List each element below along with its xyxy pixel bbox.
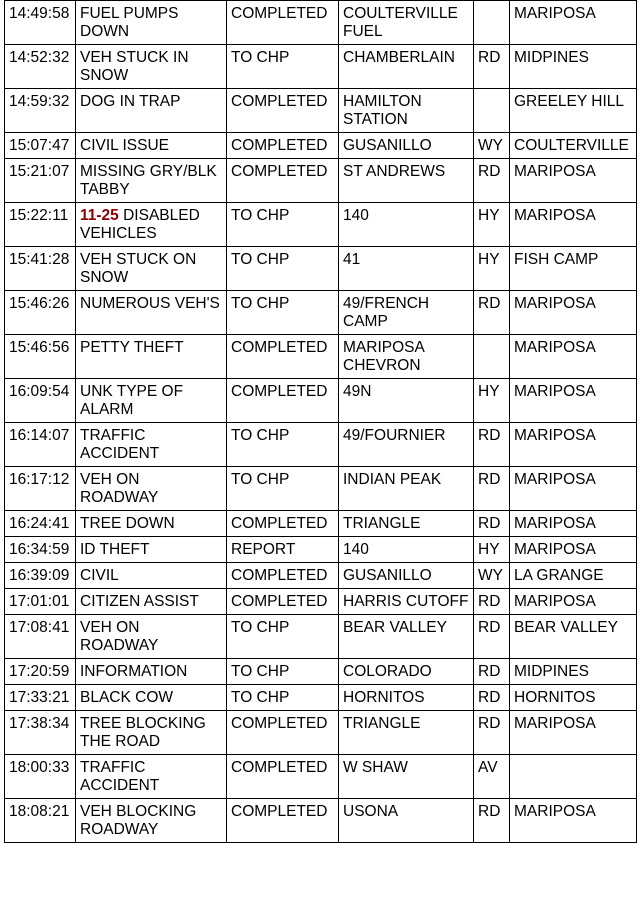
status-text: TO CHP bbox=[231, 619, 290, 636]
time-text: 17:33:21 bbox=[9, 689, 70, 706]
street-suffix-cell bbox=[474, 133, 510, 159]
description-cell bbox=[76, 467, 227, 511]
table-row bbox=[5, 615, 637, 659]
status-text: COMPLETED bbox=[231, 515, 328, 532]
time-cell bbox=[5, 467, 76, 511]
street-cell bbox=[339, 291, 474, 335]
street-suffix-cell bbox=[474, 563, 510, 589]
time-cell bbox=[5, 1, 76, 45]
status-cell bbox=[227, 379, 339, 423]
table-row bbox=[5, 133, 637, 159]
time-text: 17:38:34 bbox=[9, 715, 70, 732]
street-text: BEAR VALLEY bbox=[343, 619, 447, 636]
time-cell bbox=[5, 711, 76, 755]
time-cell bbox=[5, 799, 76, 843]
city-cell bbox=[510, 711, 637, 755]
time-text: 16:24:41 bbox=[9, 515, 70, 532]
status-cell bbox=[227, 203, 339, 247]
description-text: MISSING GRY/BLK TABBY bbox=[80, 163, 217, 198]
time-cell bbox=[5, 291, 76, 335]
status-cell bbox=[227, 247, 339, 291]
status-text: TO CHP bbox=[231, 689, 290, 706]
status-cell bbox=[227, 755, 339, 799]
street-suffix-cell bbox=[474, 247, 510, 291]
time-cell bbox=[5, 511, 76, 537]
city-text: BEAR VALLEY bbox=[514, 619, 618, 636]
city-text: MARIPOSA bbox=[514, 715, 596, 732]
status-cell bbox=[227, 467, 339, 511]
city-cell bbox=[510, 659, 637, 685]
status-text: COMPLETED bbox=[231, 567, 328, 584]
street-suffix-cell bbox=[474, 615, 510, 659]
street-suffix-cell bbox=[474, 537, 510, 563]
city-cell bbox=[510, 1, 637, 45]
status-cell bbox=[227, 685, 339, 711]
city-cell bbox=[510, 615, 637, 659]
description-text: INFORMATION bbox=[80, 663, 188, 680]
street-suffix-text: HY bbox=[478, 207, 500, 224]
street-suffix-cell bbox=[474, 511, 510, 537]
street-text: TRIANGLE bbox=[343, 715, 421, 732]
time-cell bbox=[5, 615, 76, 659]
description-text: TRAFFIC ACCIDENT bbox=[80, 759, 160, 794]
table-row bbox=[5, 423, 637, 467]
time-cell bbox=[5, 423, 76, 467]
status-cell bbox=[227, 537, 339, 563]
street-text: 49/FRENCH CAMP bbox=[343, 295, 430, 330]
street-cell bbox=[339, 615, 474, 659]
table-row bbox=[5, 379, 637, 423]
city-text: FISH CAMP bbox=[514, 251, 599, 268]
description-cell bbox=[76, 203, 227, 247]
description-text: VEH STUCK IN SNOW bbox=[80, 49, 189, 84]
street-suffix-cell bbox=[474, 379, 510, 423]
time-cell bbox=[5, 159, 76, 203]
table-row bbox=[5, 159, 637, 203]
status-text: COMPLETED bbox=[231, 593, 328, 610]
status-cell bbox=[227, 563, 339, 589]
time-cell bbox=[5, 379, 76, 423]
street-suffix-cell bbox=[474, 89, 510, 133]
description-cell bbox=[76, 247, 227, 291]
time-text: 14:52:32 bbox=[9, 49, 70, 66]
street-suffix-text: WY bbox=[478, 137, 503, 154]
street-text: COLORADO bbox=[343, 663, 432, 680]
description-text: PETTY THEFT bbox=[80, 339, 184, 356]
time-text: 16:34:59 bbox=[9, 541, 70, 558]
status-cell bbox=[227, 291, 339, 335]
dispatch-log-table bbox=[4, 0, 637, 843]
dispatch-log-body bbox=[5, 1, 637, 843]
time-cell bbox=[5, 203, 76, 247]
city-text: MARIPOSA bbox=[514, 383, 596, 400]
street-suffix-text: AV bbox=[478, 759, 498, 776]
status-cell bbox=[227, 711, 339, 755]
city-cell bbox=[510, 133, 637, 159]
time-text: 14:49:58 bbox=[9, 5, 70, 22]
street-suffix-cell bbox=[474, 203, 510, 247]
status-text: COMPLETED bbox=[231, 5, 328, 22]
street-text: TRIANGLE bbox=[343, 515, 421, 532]
description-text: CIVIL bbox=[80, 567, 119, 584]
street-suffix-text: RD bbox=[478, 689, 501, 706]
time-text: 15:07:47 bbox=[9, 137, 70, 154]
street-cell bbox=[339, 511, 474, 537]
city-text: MARIPOSA bbox=[514, 541, 596, 558]
time-cell bbox=[5, 45, 76, 89]
city-cell bbox=[510, 537, 637, 563]
street-text: 140 bbox=[343, 541, 369, 558]
status-cell bbox=[227, 659, 339, 685]
street-cell bbox=[339, 711, 474, 755]
city-text: MIDPINES bbox=[514, 663, 589, 680]
description-cell bbox=[76, 659, 227, 685]
street-text: W SHAW bbox=[343, 759, 408, 776]
street-suffix-text: RD bbox=[478, 49, 501, 66]
description-cell bbox=[76, 755, 227, 799]
time-text: 18:08:21 bbox=[9, 803, 70, 820]
street-cell bbox=[339, 133, 474, 159]
city-cell bbox=[510, 45, 637, 89]
table-row bbox=[5, 685, 637, 711]
time-cell bbox=[5, 685, 76, 711]
description-cell bbox=[76, 1, 227, 45]
time-cell bbox=[5, 589, 76, 615]
status-cell bbox=[227, 615, 339, 659]
time-text: 15:21:07 bbox=[9, 163, 70, 180]
street-text: 49/FOURNIER bbox=[343, 427, 446, 444]
status-text: TO CHP bbox=[231, 207, 290, 224]
status-text: COMPLETED bbox=[231, 163, 328, 180]
table-row bbox=[5, 563, 637, 589]
street-text: USONA bbox=[343, 803, 399, 820]
time-text: 15:22:11 bbox=[9, 207, 69, 224]
street-suffix-cell bbox=[474, 659, 510, 685]
street-suffix-cell bbox=[474, 159, 510, 203]
city-text: MARIPOSA bbox=[514, 295, 596, 312]
table-row bbox=[5, 335, 637, 379]
description-cell bbox=[76, 133, 227, 159]
city-cell bbox=[510, 799, 637, 843]
status-text: TO CHP bbox=[231, 49, 290, 66]
description-cell bbox=[76, 615, 227, 659]
description-text: CITIZEN ASSIST bbox=[80, 593, 199, 610]
status-cell bbox=[227, 511, 339, 537]
time-cell bbox=[5, 755, 76, 799]
description-text: VEH STUCK ON SNOW bbox=[80, 251, 197, 286]
time-text: 17:08:41 bbox=[9, 619, 70, 636]
street-text: GUSANILLO bbox=[343, 137, 432, 154]
city-text: MARIPOSA bbox=[514, 339, 596, 356]
street-cell bbox=[339, 467, 474, 511]
city-text: MARIPOSA bbox=[514, 593, 596, 610]
status-text: TO CHP bbox=[231, 663, 290, 680]
table-row bbox=[5, 291, 637, 335]
street-suffix-cell bbox=[474, 291, 510, 335]
city-text: MARIPOSA bbox=[514, 207, 596, 224]
description-text: DOG IN TRAP bbox=[80, 93, 181, 110]
street-cell bbox=[339, 89, 474, 133]
time-text: 17:01:01 bbox=[9, 593, 70, 610]
table-row bbox=[5, 589, 637, 615]
street-text: 49N bbox=[343, 383, 372, 400]
street-suffix-cell bbox=[474, 799, 510, 843]
description-cell bbox=[76, 291, 227, 335]
description-cell bbox=[76, 589, 227, 615]
description-text: NUMEROUS VEH'S bbox=[80, 295, 220, 312]
description-cell bbox=[76, 799, 227, 843]
street-cell bbox=[339, 755, 474, 799]
time-cell bbox=[5, 335, 76, 379]
description-cell bbox=[76, 537, 227, 563]
description-cell bbox=[76, 711, 227, 755]
description-text: VEH ON ROADWAY bbox=[80, 619, 159, 654]
street-suffix-cell bbox=[474, 755, 510, 799]
street-text: HARRIS CUTOFF bbox=[343, 593, 469, 610]
city-text: MIDPINES bbox=[514, 49, 589, 66]
incident-code: 11-25 bbox=[80, 207, 119, 224]
city-cell bbox=[510, 423, 637, 467]
street-suffix-text: RD bbox=[478, 803, 501, 820]
description-text: TREE DOWN bbox=[80, 515, 175, 532]
table-row bbox=[5, 1, 637, 45]
description-cell bbox=[76, 379, 227, 423]
city-cell bbox=[510, 335, 637, 379]
street-suffix-text: HY bbox=[478, 251, 500, 268]
status-cell bbox=[227, 799, 339, 843]
status-text: TO CHP bbox=[231, 427, 290, 444]
table-row bbox=[5, 799, 637, 843]
city-cell bbox=[510, 755, 637, 799]
time-text: 14:59:32 bbox=[9, 93, 70, 110]
status-text: COMPLETED bbox=[231, 759, 328, 776]
status-text: TO CHP bbox=[231, 251, 290, 268]
description-cell bbox=[76, 89, 227, 133]
description-text: UNK TYPE OF ALARM bbox=[80, 383, 184, 418]
time-text: 16:17:12 bbox=[9, 471, 70, 488]
city-text: MARIPOSA bbox=[514, 5, 596, 22]
city-text: MARIPOSA bbox=[514, 803, 596, 820]
street-cell bbox=[339, 537, 474, 563]
table-row bbox=[5, 203, 637, 247]
city-cell bbox=[510, 467, 637, 511]
time-text: 16:09:54 bbox=[9, 383, 70, 400]
status-cell bbox=[227, 335, 339, 379]
description-text: CIVIL ISSUE bbox=[80, 137, 170, 154]
table-row bbox=[5, 89, 637, 133]
street-cell bbox=[339, 659, 474, 685]
city-text: MARIPOSA bbox=[514, 427, 596, 444]
city-cell bbox=[510, 563, 637, 589]
street-text: HORNITOS bbox=[343, 689, 425, 706]
table-row bbox=[5, 659, 637, 685]
description-text: VEH ON ROADWAY bbox=[80, 471, 159, 506]
table-row bbox=[5, 467, 637, 511]
street-cell bbox=[339, 589, 474, 615]
city-cell bbox=[510, 159, 637, 203]
table-row bbox=[5, 247, 637, 291]
status-text: COMPLETED bbox=[231, 715, 328, 732]
status-text: REPORT bbox=[231, 541, 296, 558]
street-text: 41 bbox=[343, 251, 361, 268]
city-cell bbox=[510, 291, 637, 335]
status-cell bbox=[227, 89, 339, 133]
street-cell bbox=[339, 45, 474, 89]
street-cell bbox=[339, 685, 474, 711]
city-cell bbox=[510, 89, 637, 133]
street-cell bbox=[339, 799, 474, 843]
description-cell bbox=[76, 159, 227, 203]
description-cell bbox=[76, 563, 227, 589]
street-suffix-cell bbox=[474, 1, 510, 45]
time-text: 15:46:56 bbox=[9, 339, 70, 356]
description-text: VEH BLOCKING ROADWAY bbox=[80, 803, 197, 838]
city-text: HORNITOS bbox=[514, 689, 596, 706]
street-suffix-cell bbox=[474, 335, 510, 379]
street-cell bbox=[339, 423, 474, 467]
time-cell bbox=[5, 537, 76, 563]
time-cell bbox=[5, 89, 76, 133]
street-suffix-cell bbox=[474, 685, 510, 711]
street-text: HAMILTON STATION bbox=[343, 93, 422, 128]
street-text: CHAMBERLAIN bbox=[343, 49, 455, 66]
street-suffix-text: HY bbox=[478, 383, 500, 400]
description-cell bbox=[76, 685, 227, 711]
street-suffix-text: RD bbox=[478, 715, 501, 732]
time-text: 18:00:33 bbox=[9, 759, 70, 776]
street-suffix-cell bbox=[474, 589, 510, 615]
street-suffix-text: RD bbox=[478, 295, 501, 312]
description-text: DISABLED VEHICLES bbox=[80, 207, 200, 242]
status-text: COMPLETED bbox=[231, 339, 328, 356]
street-suffix-cell bbox=[474, 423, 510, 467]
city-cell bbox=[510, 685, 637, 711]
status-text: COMPLETED bbox=[231, 383, 328, 400]
city-cell bbox=[510, 203, 637, 247]
table-row bbox=[5, 711, 637, 755]
description-text: TREE BLOCKING THE ROAD bbox=[80, 715, 206, 750]
status-text: COMPLETED bbox=[231, 93, 328, 110]
description-cell bbox=[76, 45, 227, 89]
street-text: MARIPOSA CHEVRON bbox=[343, 339, 424, 374]
time-text: 15:46:26 bbox=[9, 295, 70, 312]
street-cell bbox=[339, 203, 474, 247]
street-suffix-cell bbox=[474, 45, 510, 89]
table-row bbox=[5, 537, 637, 563]
time-text: 15:41:28 bbox=[9, 251, 70, 268]
status-text: TO CHP bbox=[231, 295, 290, 312]
table-row bbox=[5, 45, 637, 89]
status-text: TO CHP bbox=[231, 471, 290, 488]
table-row bbox=[5, 511, 637, 537]
time-cell bbox=[5, 247, 76, 291]
status-cell bbox=[227, 589, 339, 615]
city-text: LA GRANGE bbox=[514, 567, 604, 584]
street-text: GUSANILLO bbox=[343, 567, 432, 584]
street-suffix-text: RD bbox=[478, 163, 501, 180]
street-suffix-text: RD bbox=[478, 427, 501, 444]
description-cell bbox=[76, 423, 227, 467]
status-cell bbox=[227, 133, 339, 159]
time-cell bbox=[5, 133, 76, 159]
city-cell bbox=[510, 589, 637, 615]
city-cell bbox=[510, 247, 637, 291]
description-text: FUEL PUMPS DOWN bbox=[80, 5, 179, 40]
street-cell bbox=[339, 1, 474, 45]
street-cell bbox=[339, 379, 474, 423]
description-text: ID THEFT bbox=[80, 541, 150, 558]
description-text: BLACK COW bbox=[80, 689, 174, 706]
time-text: 16:14:07 bbox=[9, 427, 70, 444]
street-suffix-text: RD bbox=[478, 663, 501, 680]
time-cell bbox=[5, 659, 76, 685]
street-suffix-text: HY bbox=[478, 541, 500, 558]
street-cell bbox=[339, 335, 474, 379]
street-suffix-text: RD bbox=[478, 619, 501, 636]
city-cell bbox=[510, 511, 637, 537]
status-text: COMPLETED bbox=[231, 803, 328, 820]
city-text: MARIPOSA bbox=[514, 471, 596, 488]
street-cell bbox=[339, 563, 474, 589]
street-cell bbox=[339, 159, 474, 203]
table-row bbox=[5, 755, 637, 799]
city-text: COULTERVILLE bbox=[514, 137, 629, 154]
city-text: MARIPOSA bbox=[514, 515, 596, 532]
street-text: COULTERVILLE FUEL bbox=[343, 5, 458, 40]
city-text: MARIPOSA bbox=[514, 163, 596, 180]
status-cell bbox=[227, 45, 339, 89]
description-cell bbox=[76, 335, 227, 379]
street-cell bbox=[339, 247, 474, 291]
street-suffix-text: WY bbox=[478, 567, 503, 584]
time-cell bbox=[5, 563, 76, 589]
status-cell bbox=[227, 423, 339, 467]
description-cell bbox=[76, 511, 227, 537]
street-suffix-cell bbox=[474, 467, 510, 511]
time-text: 17:20:59 bbox=[9, 663, 70, 680]
street-suffix-text: RD bbox=[478, 515, 501, 532]
status-cell bbox=[227, 159, 339, 203]
status-cell bbox=[227, 1, 339, 45]
street-text: 140 bbox=[343, 207, 369, 224]
street-suffix-text: RD bbox=[478, 593, 501, 610]
street-suffix-text: RD bbox=[478, 471, 501, 488]
street-text: INDIAN PEAK bbox=[343, 471, 442, 488]
city-cell bbox=[510, 379, 637, 423]
street-suffix-cell bbox=[474, 711, 510, 755]
street-text: ST ANDREWS bbox=[343, 163, 446, 180]
city-text: GREELEY HILL bbox=[514, 93, 624, 110]
time-text: 16:39:09 bbox=[9, 567, 70, 584]
description-text: TRAFFIC ACCIDENT bbox=[80, 427, 160, 462]
status-text: COMPLETED bbox=[231, 137, 328, 154]
